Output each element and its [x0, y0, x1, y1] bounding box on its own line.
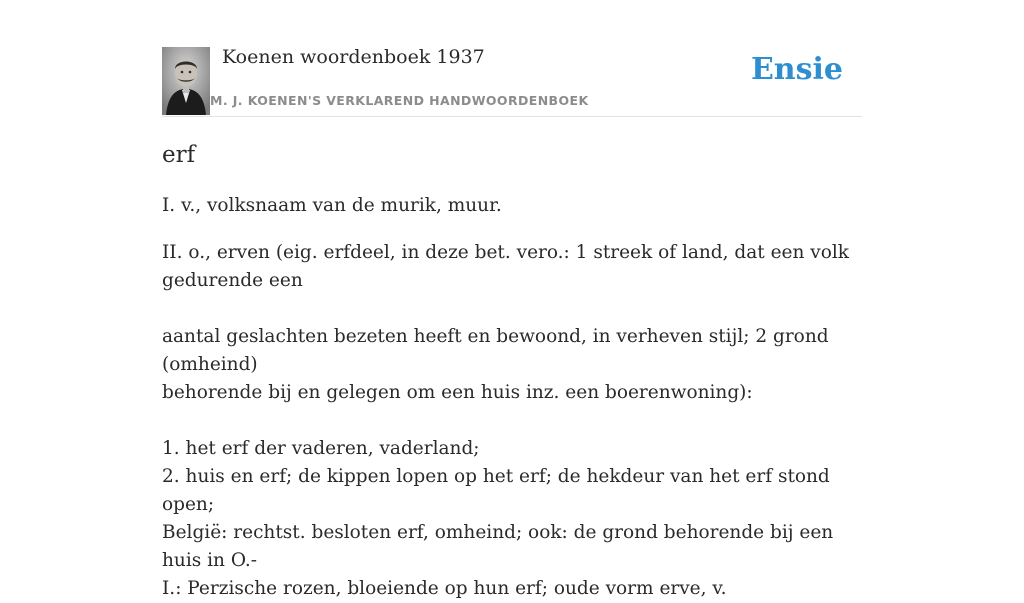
- spacer: [162, 407, 862, 435]
- site-header: [162, 46, 862, 117]
- entry-content: [162, 140, 862, 603]
- definition-2-line: gedurende een: [162, 270, 303, 291]
- definition-2: [162, 239, 862, 295]
- example-line: 1. het erf der vaderen, vaderland;: [162, 438, 480, 459]
- definition-3: [162, 323, 862, 407]
- site-subtitle: M. J. KOENEN'S VERKLAREND HANDWOORDENBOEK: [210, 93, 589, 108]
- examples: [162, 435, 862, 603]
- definition-2-line: II. o., erven (eig. erfdeel, in deze bet. vero.: 1 streek of land, dat een volk: [162, 242, 850, 263]
- headword: erf: [162, 142, 196, 168]
- brand-logo-link[interactable]: Ensie: [750, 52, 843, 87]
- example-line: 2. huis en erf; de kippen lopen op het erf; de hekdeur van het erf stond open;: [162, 466, 830, 515]
- spacer: [162, 295, 862, 323]
- site-title[interactable]: Koenen woordenboek 1937: [222, 46, 485, 68]
- example-line: I.: Perzische rozen, bloeiende op hun erf; oude vorm erve, v.: [162, 578, 727, 599]
- definition-3-line: aantal geslachten bezeten heeft en bewoond, in verheven stijl; 2 grond (omheind): [162, 326, 829, 375]
- definition-3-line: behorende bij en gelegen om een huis inz. een boerenwoning):: [162, 382, 753, 403]
- author-portrait: [162, 47, 210, 115]
- example-line: België: rechtst. besloten erf, omheind; ook: de grond behorende bij een huis in O.-: [162, 522, 834, 571]
- definition-1: I. v., volksnaam van de murik, muur.: [162, 195, 502, 216]
